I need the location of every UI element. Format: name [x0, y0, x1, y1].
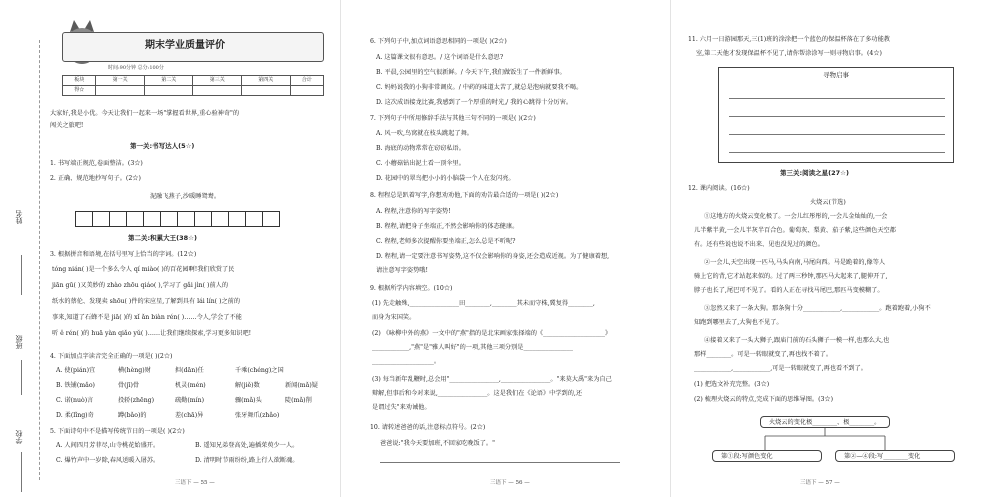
option-text: 骤(mǎ)头 — [235, 397, 262, 404]
passage-line: ____________,____________,可是一转眼就变了,再也看不到了。 — [694, 365, 867, 372]
name-label: 姓名 — [15, 210, 23, 224]
intro-line: 闯关之旅吧! — [50, 122, 84, 129]
fill-line: 事来,知道了石蜂不是 jiā( )的 xǐ ǎn biàn rén( )……令人,学会了不能 — [52, 314, 242, 321]
question-11-cont: 室,第二天他才发现保温杯不见了,请你帮涂涂写一则寻物启事。(4☆) — [696, 50, 882, 57]
fill-line: 纸水的蔡伦、发现卖 shōu( )件的宋应星,了解到具有 lái lín( )之前的 — [52, 298, 241, 305]
table-cell: 第一关 — [96, 76, 145, 86]
question-2: 2. 正确、规范地抄写句子。(2☆) — [50, 175, 141, 182]
passage-line: 脖子也长了,尾巴可不见了。看的人正在寻找马尾巴,那匹马变模糊了。 — [694, 287, 884, 294]
option-text: C. 诺(nuò)言 — [56, 397, 94, 404]
score-cell[interactable] — [96, 86, 145, 96]
table-cell: 第三关 — [193, 76, 242, 86]
option-text: C. 小蘑菇钻出泥土看一顶伞里。 — [376, 160, 465, 167]
notice-title: 寻物启事 — [823, 71, 849, 79]
fill-line: 是谓过失"来劝诫他。 — [372, 404, 431, 411]
school-label: 学校 — [15, 430, 23, 444]
option-text: B. 平晨,公园里的空气很新鲜。/ 今天下午,我们做饭生了一件新鲜事。 — [376, 69, 566, 76]
option-text: D. 柔(lǐng)奇 — [56, 412, 94, 419]
lost-notice-box[interactable] — [718, 67, 954, 163]
mindmap-left-node — [712, 450, 822, 462]
fill-line: jiān gū( )又美妙的 zhào zhōu qiáo( ),学习了 gǎi jìn( )前人的 — [52, 282, 229, 289]
score-cell[interactable] — [242, 86, 291, 96]
writing-grid[interactable] — [75, 211, 279, 227]
question-8: 8. 程程总是趴着写字,你想劝劝他,下面的劝告最合适的一项是( )(2☆) — [370, 192, 559, 199]
table-cell: 得☆ — [63, 86, 96, 96]
table-cell: 合计 — [290, 76, 323, 86]
option-text: A. 人间四月芳菲尽,山寺桃花始盛开。 — [56, 442, 160, 449]
fill-line: 辩解,但事后和今对来说,________________。这是我们在《论语》中学到的,还 — [372, 390, 583, 397]
mindmap-right-node — [835, 450, 955, 462]
copy-sentence: 泥融飞燕子,沙暖睡鸳鸯。 — [150, 193, 221, 200]
option-text: 张牙舞爪(zhǎo) — [235, 412, 280, 419]
fill-line: 听 ě rén( )的 huā yàn qiǎo yǔ( )……让我们继续探索,学习更多知识吧! — [52, 330, 252, 337]
page-57 — [670, 0, 1000, 497]
section-title: 第一关:书写达人(5☆) — [130, 142, 195, 150]
option-text: C. 程程,老师多次提醒你要坐端正,怎么总是不听呢? — [376, 238, 516, 245]
passage-line: ①这地方的火烧云变化极了。一会儿红彤彤的,一会儿金灿灿的,一会 — [704, 213, 888, 220]
class-label: 班级 — [15, 335, 23, 349]
option-text: B. 海底的动物常常在窃窃私语。 — [376, 145, 465, 152]
subquestion: (2) 梳理火烧云的特点,完成下面的思维导图。(3☆) — [694, 396, 834, 403]
class-line — [21, 360, 22, 395]
passage-line: 知跑到哪里去了,大狗也不见了。 — [694, 319, 783, 326]
table-cell: 板块 — [63, 76, 96, 86]
option-text: B. 铁铺(mǎo) — [56, 382, 95, 389]
option-text: 骨(jī)骨 — [118, 382, 140, 389]
option-text: 蹲(bǎo)的 — [118, 412, 147, 419]
option-text: A. 这篇课文很有意思。/ 这个词语是什么意思? — [376, 54, 504, 61]
fill-line: (1) 先走触殊,________________田________,________其未而守株,冀复得________, — [372, 300, 595, 307]
table-row — [63, 76, 324, 86]
section-title: 第二关:积累大王(38☆) — [128, 234, 197, 242]
binding-margin — [10, 40, 40, 480]
option-text: 横(hèng)财 — [118, 367, 151, 374]
passage-line: 那样________。可是一转眼就变了,再也找不着了。 — [694, 351, 833, 358]
option-text: B. 遥知兄弟登高处,遍插茱萸少一人。 — [195, 442, 299, 449]
option-text: A. 使(pián)宜 — [56, 367, 96, 374]
fill-line: ____________,"燕"是"雅人叫好"的一项,其他三项分别是________________ — [372, 344, 573, 351]
score-cell[interactable] — [193, 86, 242, 96]
answer-line[interactable] — [729, 152, 945, 153]
option-text: 疏勤(mín) — [175, 397, 205, 404]
passage-line: ③忽然又来了一条大狗。那条狗十分____________,____________。跑着跑着,小狗不 — [704, 305, 931, 312]
score-table — [62, 75, 324, 96]
page-footer: 三语下 — 57 — — [800, 480, 840, 486]
question-9: 9. 根据所学内容填空。(10☆) — [370, 285, 453, 292]
option-text: 千乘(chéng)之国 — [235, 367, 284, 374]
mindmap-root — [760, 416, 890, 428]
page-footer: 三语下 — 55 — — [175, 480, 215, 486]
page-56 — [340, 0, 670, 497]
school-line — [21, 452, 22, 492]
mindmap-text: 第①段:写颜色变化 — [721, 453, 773, 460]
option-text: A. 风一吹,鸟窝就在枝头跳起了舞。 — [376, 130, 473, 137]
option-text: 新闻(mǎ)疑 — [285, 382, 318, 389]
option-text: B. 程程,请把身子坐端正,不然会影响你的体态健康。 — [376, 223, 519, 230]
page-footer: 三语下 — 56 — — [490, 480, 530, 486]
name-line — [21, 255, 22, 295]
table-cell: 第四关 — [242, 76, 291, 86]
page-55 — [0, 0, 340, 497]
passage-line: ②一会儿,天空出现一匹马,马头向南,马尾向西。马是跪着的,像等人 — [704, 259, 886, 266]
exam-title-banner — [62, 32, 324, 62]
question-1: 1. 书写端正规范,卷面整洁。(3☆) — [50, 160, 143, 167]
option-text: C. 妈妈说我的小狗非常调皮。/ 中药的味道太苦了,就总是泡病就要我不喝。 — [376, 84, 583, 91]
fill-line: (2) 《咏柳中外的燕》一文中的"燕"指的是北宋画家张择端的《____________________》 — [372, 330, 612, 337]
fill-line: tóng nián( )是一个多么令人 qí miào( )的百花园啊!我们欣赏了民 — [52, 266, 235, 273]
option-text: A. 程程,注意你的写字姿势! — [376, 208, 451, 215]
mindmap-connector — [730, 428, 920, 450]
option-text: 差(chā)异 — [175, 412, 204, 419]
fill-line: 而身为宋国笑。 — [372, 314, 416, 321]
passage-line: 儿半紫半黄,一会儿半灰半百合色。葡萄灰、梨黄、茄子紫,这些颜色天空都 — [694, 227, 896, 234]
fill-line: ____________________。 — [372, 358, 441, 365]
option-text: 投轿(zhēng) — [118, 397, 155, 404]
answer-line[interactable] — [380, 462, 620, 463]
passage-line: 骑上它的背,它才站起来似的。过了两三秒钟,那匹马大起来了,腿伸开了, — [694, 273, 888, 280]
question-7: 7. 下列句子中所用修辞手法与其他三句不同的一项是( )(2☆) — [370, 115, 536, 122]
answer-line[interactable] — [729, 116, 945, 117]
answer-line[interactable] — [729, 98, 945, 99]
question-6: 6. 下列句子中,加点词语意思相同的一项是( )(2☆) — [370, 38, 507, 45]
mindmap-text: 火烧云的变化极________、极________。 — [769, 419, 881, 426]
option-text: D. 这次成语接龙比赛,我感到了一个厚重的时光,/ 我的心跳得十分厉害。 — [376, 99, 573, 106]
passage-line: ④接着又来了一头大狮子,跟庙门前的石头狮子一模一样,也那么大,也 — [704, 337, 890, 344]
option-text: D. 程程,请一定要注意书写姿势,这不仅会影响你的身姿,还会造成近视。为了健康着想, — [376, 253, 610, 260]
question-5: 5. 下面诗句中不是描写传统节日的一项是( )(2☆) — [50, 428, 185, 435]
question-12: 12. 课内阅读。(16☆) — [688, 185, 750, 192]
option-text: D. 花园中的翠鸟把小小的小脑袋一个人在发闪亮。 — [376, 175, 515, 182]
option-text: 担(dān)任 — [175, 367, 204, 374]
exam-title: 期末学业质量评价 — [145, 40, 225, 51]
subquestion: (1) 把选文补充完整。(3☆) — [694, 381, 770, 388]
exam-meta: 时间:90分钟 总分:100分 — [108, 65, 164, 71]
question-4: 4. 下面加点字读音完全正确的一项是( )(2☆) — [50, 353, 173, 360]
mindmap-text: 第②—④段:写________变化 — [844, 453, 921, 460]
passage-title: 火烧云(节选) — [810, 199, 846, 206]
score-cell[interactable] — [144, 86, 193, 96]
option-text: 陡(mǎ)削 — [285, 397, 312, 404]
passage-line: 有。还有些说也说不出来、见也没见过的颜色。 — [694, 241, 824, 248]
table-cell: 第二关 — [144, 76, 193, 86]
fill-line: (3) 每当新年乱鞭时,总会用"________________,________________。"来莫大禹"来为自己 — [372, 376, 612, 383]
option-text: 机灵(mén) — [175, 382, 206, 389]
option-text: D. 清明时节雨纷纷,路上行人欲断魂。 — [195, 457, 299, 464]
quote-text: 爸爸说:"我今天要加班,不回家吃晚饭了。" — [380, 440, 495, 447]
question-10: 10. 请转述爸爸的话,注意标点符号。(2☆) — [370, 424, 486, 431]
score-cell[interactable] — [290, 86, 323, 96]
option-text: C. 爆竹声中一岁除,春风送暖入屠苏。 — [56, 457, 160, 464]
answer-line[interactable] — [729, 134, 945, 135]
section-title: 第三关:阅读之星(27☆) — [780, 169, 849, 177]
option-text: 解(jiě)数 — [235, 382, 260, 389]
question-3: 3. 根据拼音和语境,在括号里写上恰当的字词。(12☆) — [50, 251, 197, 258]
table-row — [63, 86, 324, 96]
intro-line: 大家好,我是小优。今天让我们一起来一场"掌握看世界,重心验神奇"的 — [50, 110, 240, 117]
question-11: 11. 六月一日游园那天,三(1)班的涂涂把一个蓝色的保温杯落在了多功能教 — [688, 36, 890, 43]
option-text: 请注意写字姿势哦! — [376, 267, 428, 274]
